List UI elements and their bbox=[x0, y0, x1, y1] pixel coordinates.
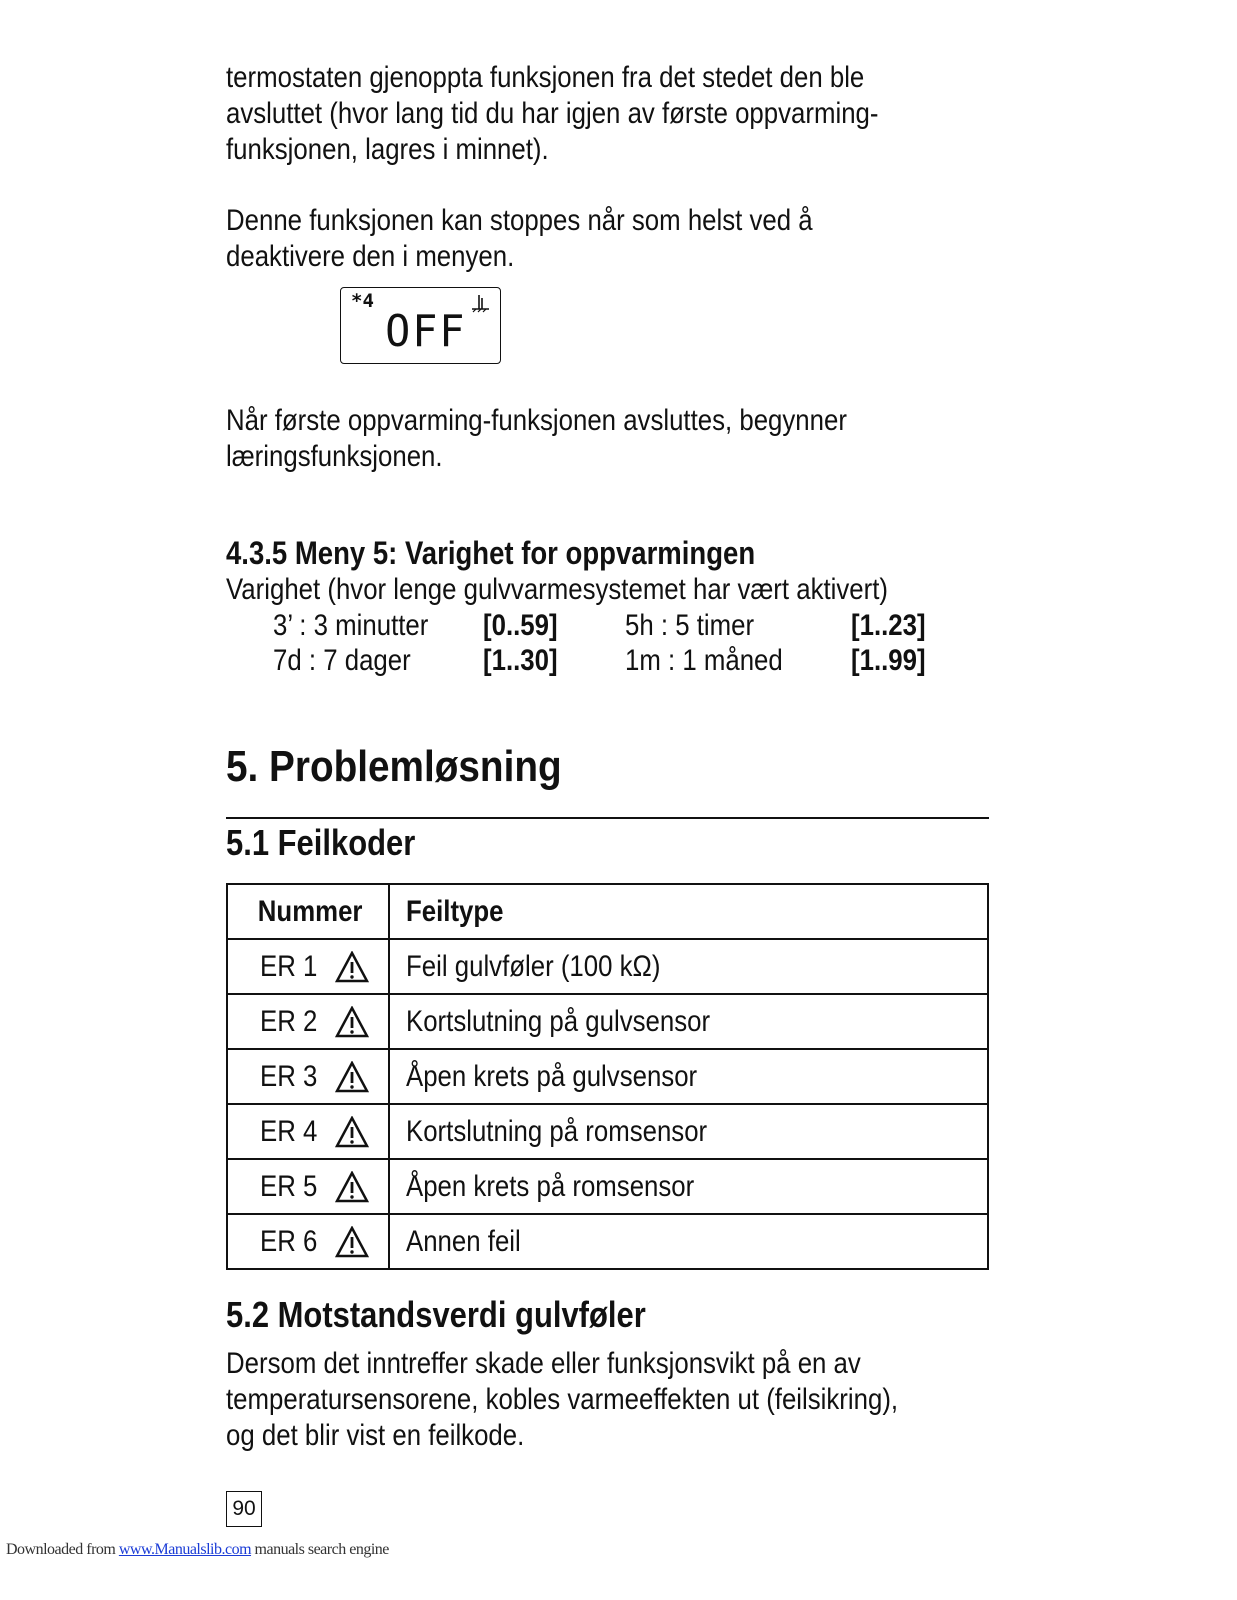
lcd-menu-indicator: *4 bbox=[351, 290, 374, 312]
error-code: ER 2 bbox=[260, 1004, 318, 1038]
duration-range: [1..99] bbox=[851, 644, 926, 677]
duration-intro: Varighet (hvor lenge gulvvarmesystemet har vært aktivert) bbox=[226, 573, 888, 606]
warning-icon bbox=[335, 1116, 369, 1148]
text-line: funksjonen, lagres i minnet). bbox=[226, 133, 549, 166]
column-header-number bbox=[227, 884, 389, 939]
text-line: Denne funksjonen kan stoppes når som helst ved å bbox=[226, 204, 813, 237]
error-code-cell bbox=[227, 1049, 389, 1104]
text-line: Når første oppvarming-funksjonen avsluttes, begynner bbox=[226, 404, 847, 437]
footer-prefix: Downloaded from bbox=[6, 1541, 119, 1558]
error-code: ER 3 bbox=[260, 1059, 318, 1093]
section-435-title: 4.3.5 Meny 5: Varighet for oppvarmingen bbox=[226, 535, 756, 571]
duration-range: [0..59] bbox=[483, 609, 558, 642]
paragraph-sensor-failure bbox=[226, 1346, 983, 1454]
duration-option: 7d : 7 dager bbox=[273, 644, 411, 677]
error-type: Åpen krets på romsensor bbox=[406, 1169, 695, 1203]
text-line: termostaten gjenoppta funksjonen fra det stedet den ble bbox=[226, 61, 865, 94]
table-row bbox=[227, 1049, 988, 1104]
paragraph-learning bbox=[226, 403, 983, 475]
table-row bbox=[227, 1214, 988, 1269]
error-code: ER 5 bbox=[260, 1169, 318, 1203]
table-row bbox=[227, 939, 988, 994]
table-row bbox=[227, 994, 988, 1049]
error-type-cell bbox=[389, 1159, 988, 1214]
text-line: avsluttet (hvor lang tid du har igjen av første oppvarming- bbox=[226, 97, 879, 130]
error-code-cell bbox=[227, 1159, 389, 1214]
error-code-cell bbox=[227, 1104, 389, 1159]
duration-option: 1m : 1 måned bbox=[625, 644, 783, 677]
text-line: og det blir vist en feilkode. bbox=[226, 1419, 525, 1452]
lcd-main-text: OFF bbox=[385, 306, 467, 357]
error-type-cell bbox=[389, 1214, 988, 1269]
column-header-type bbox=[389, 884, 988, 939]
warning-icon bbox=[335, 1006, 369, 1038]
lcd-display bbox=[340, 287, 501, 364]
error-code-cell bbox=[227, 939, 389, 994]
warning-icon bbox=[335, 1171, 369, 1203]
table-header-row bbox=[227, 884, 988, 939]
footer-suffix: manuals search engine bbox=[251, 1541, 389, 1558]
error-type: Kortslutning på gulvsensor bbox=[406, 1004, 711, 1038]
error-type: Feil gulvføler (100 kΩ) bbox=[406, 949, 661, 983]
error-code: ER 6 bbox=[260, 1224, 318, 1258]
text-line: deaktivere den i menyen. bbox=[226, 240, 515, 273]
error-type-cell bbox=[389, 939, 988, 994]
duration-range: [1..30] bbox=[483, 644, 558, 677]
error-code: ER 1 bbox=[260, 949, 318, 983]
warning-icon bbox=[335, 1226, 369, 1258]
page-number: 90 bbox=[226, 1491, 262, 1527]
duration-option: 5h : 5 timer bbox=[625, 609, 755, 642]
table-row bbox=[227, 1104, 988, 1159]
duration-option: 3’ : 3 minutter bbox=[273, 609, 429, 642]
duration-row bbox=[226, 643, 990, 679]
section-52-title: 5.2 Motstandsverdi gulvføler bbox=[226, 1294, 646, 1335]
error-code: ER 4 bbox=[260, 1114, 318, 1148]
error-code-cell bbox=[227, 994, 389, 1049]
text-line: læringsfunksjonen. bbox=[226, 440, 443, 473]
manualslib-link[interactable]: www.Manualslib.com bbox=[118, 1541, 252, 1558]
warning-icon bbox=[335, 951, 369, 983]
error-type-cell bbox=[389, 994, 988, 1049]
header-label: Nummer bbox=[257, 894, 363, 928]
error-type: Annen feil bbox=[406, 1224, 521, 1258]
section-51-title: 5.1 Feilkoder bbox=[226, 822, 416, 863]
download-footer bbox=[6, 1541, 389, 1559]
chapter-title: 5. Problemløsning bbox=[226, 742, 562, 791]
error-code-cell bbox=[227, 1214, 389, 1269]
error-type-cell bbox=[389, 1049, 988, 1104]
text-line: temperatursensorene, kobles varmeeffekten ut (feilsikring), bbox=[226, 1383, 899, 1416]
error-type-cell bbox=[389, 1104, 988, 1159]
duration-row bbox=[226, 608, 990, 644]
chapter-divider bbox=[226, 817, 989, 819]
header-label: Feiltype bbox=[406, 894, 504, 928]
paragraph-stop bbox=[226, 203, 983, 275]
error-type: Kortslutning på romsensor bbox=[406, 1114, 708, 1148]
warning-icon bbox=[335, 1061, 369, 1093]
error-type: Åpen krets på gulvsensor bbox=[406, 1059, 698, 1093]
paragraph-resume bbox=[226, 60, 983, 168]
floor-heating-icon bbox=[470, 294, 490, 319]
text-line: Dersom det inntreffer skade eller funksjonsvikt på en av bbox=[226, 1347, 861, 1380]
table-row bbox=[227, 1159, 988, 1214]
duration-range: [1..23] bbox=[851, 609, 926, 642]
error-code-table bbox=[226, 883, 989, 1270]
